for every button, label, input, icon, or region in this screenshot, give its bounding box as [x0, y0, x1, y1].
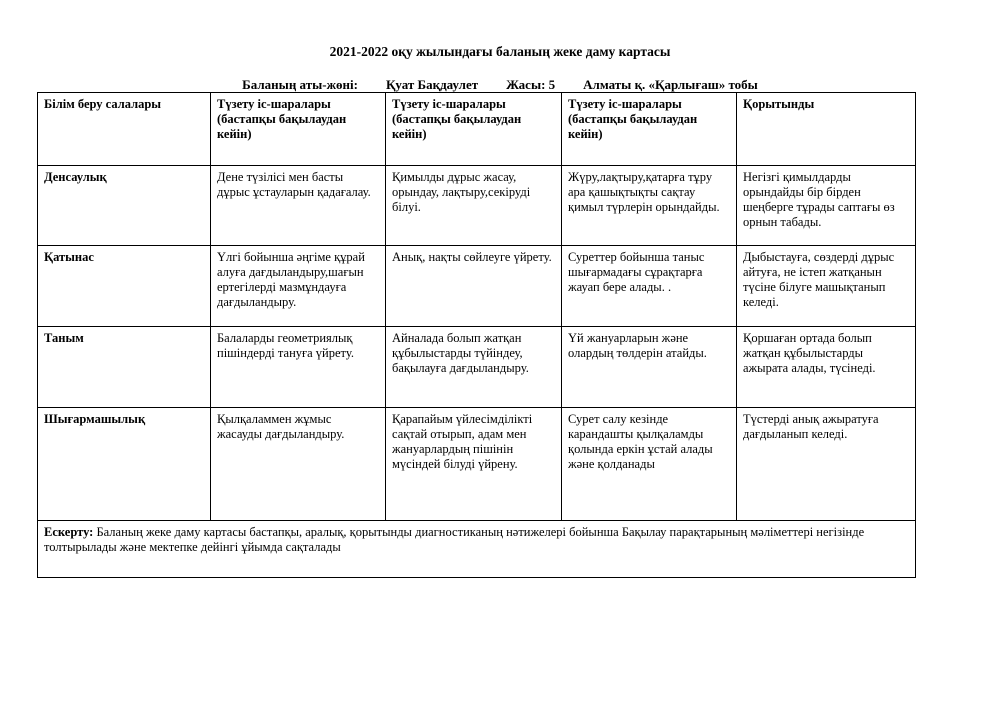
table-cell: Түстерді анық ажыратуға дағдыланып келеді. [737, 408, 916, 521]
area-cognition: Таным [38, 327, 211, 408]
header-education-areas: Білім беру салалары [38, 93, 211, 166]
area-health: Денсаулық [38, 166, 211, 246]
table-cell: Дыбыстауға, сөздерді дұрыс айтуға, не істеп жатқанын түсіне білуге машықтанып келеді. [737, 246, 916, 327]
table-cell: Негізгі қимылдарды орындайды бір бірден шеңберге тұрады саптағы өз орнын табады. [737, 166, 916, 246]
note-cell [38, 521, 916, 578]
child-name-value: Қуат Бақдаулет [385, 77, 479, 92]
area-creativity: Шығармашылық [38, 408, 211, 521]
note-label: Ескерту: [44, 525, 94, 539]
note-row [38, 521, 916, 578]
table-cell: Анық, нақты сөйлеуге үйрету. [386, 246, 562, 327]
header-correction-3: Түзету іс-шаралары (бастапқы бақылаудан кейін) [562, 93, 737, 166]
table-row [38, 408, 916, 521]
child-info-line [0, 77, 1000, 93]
table-cell: Айналада болып жатқан құбылыстарды түйіндеу, бақылауға дағдыландыру. [386, 327, 562, 408]
table-cell: Үлгі бойынша әңгіме құрай алуға дағдыландыру,шағын ертегілерді мазмұндауға дағдыландыру. [211, 246, 386, 327]
table-cell: Суреттер бойынша таныс шығармадағы сұрақтарға жауап бере алады. . [562, 246, 737, 327]
table-cell: Балаларды геометриялық пішіндерді тануға үйрету. [211, 327, 386, 408]
table-cell: Қимылды дұрыс жасау, орындау, лақтыру,секіруді білуі. [386, 166, 562, 246]
table-cell: Жүру,лақтыру,қатарға тұру ара қашықтықты сақтау қимыл түрлерін орындайды. [562, 166, 737, 246]
table-cell: Қылқаламмен жұмыс жасауды дағдыландыру. [211, 408, 386, 521]
table-cell: Қарапайым үйлесімділікті сақтай отырып, адам мен жануарлардың пішінін мүсіндей білуді үйрену. [386, 408, 562, 521]
table-row [38, 246, 916, 327]
note-text: Баланың жеке даму картасы бастапқы, аралық, қорытынды диагностиканың нәтижелері бойынша Бақылау парақтарының мәліметтері негізінде толтырылады және мектепке дейінгі ұйымда сақталады [44, 525, 865, 554]
header-conclusion: Қорытынды [737, 93, 916, 166]
header-correction-1: Түзету іс-шаралары (бастапқы бақылаудан кейін) [211, 93, 386, 166]
document-title: 2021-2022 оқу жылындағы баланың жеке даму картасы [329, 44, 671, 59]
child-group: Алматы қ. «Қарлығаш» тобы [583, 77, 758, 92]
header-correction-2: Түзету іс-шаралары (бастапқы бақылаудан кейін) [386, 93, 562, 166]
table-cell: Үй жануарларын және олардың төлдерін атайды. [562, 327, 737, 408]
child-age: Жасы: 5 [506, 77, 556, 92]
table-row [38, 327, 916, 408]
table-cell: Қоршаған ортада болып жатқан құбылыстарды ажырата алады, түсінеді. [737, 327, 916, 408]
table-header-row [38, 93, 916, 166]
child-name-label: Баланың аты-жөні: [242, 77, 358, 92]
table-cell: Сурет салу кезінде карандашты қылқаламды қолында еркін ұстай алады және қолданады [562, 408, 737, 521]
development-card-table [37, 92, 916, 578]
table-row [38, 166, 916, 246]
area-communication: Қатынас [38, 246, 211, 327]
table-cell: Дене түзілісі мен басты дұрыс ұстауларын қадағалау. [211, 166, 386, 246]
